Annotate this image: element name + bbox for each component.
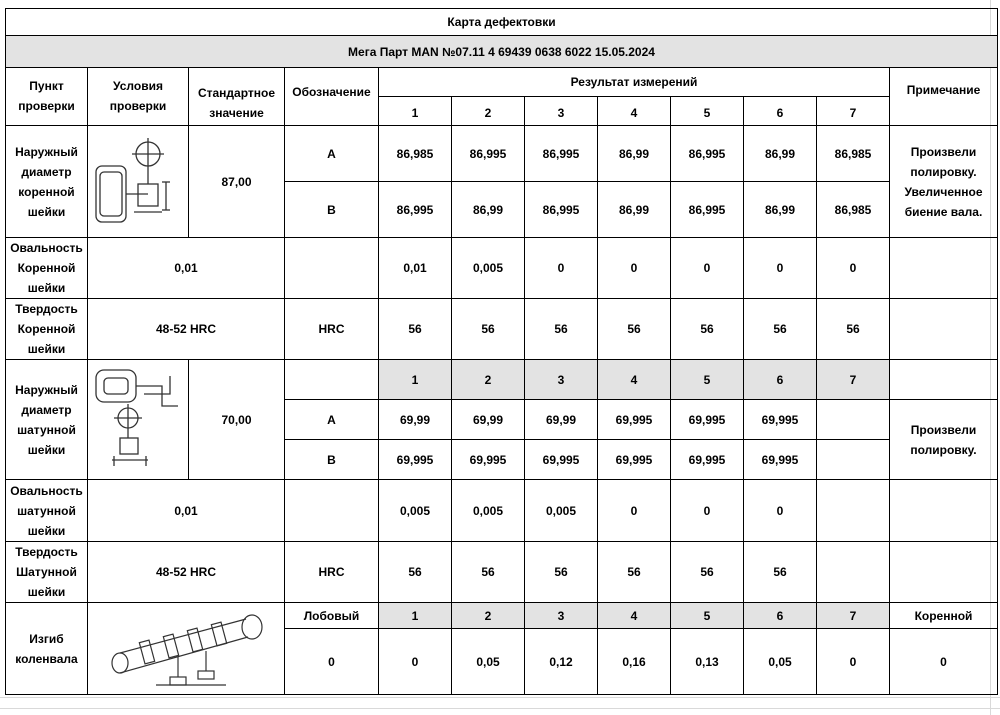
card-title: Карта дефектовки	[6, 9, 998, 36]
designation-hrc: HRC	[285, 542, 379, 603]
measure-cell: 56	[671, 542, 744, 603]
rod-journal-diagram	[88, 360, 189, 480]
measure-cell: 0	[744, 238, 817, 299]
measure-cell: 69,995	[598, 440, 671, 480]
measure-cell: 86,99	[744, 126, 817, 182]
measure-index: 2	[452, 360, 525, 400]
measure-cell: 56	[525, 299, 598, 360]
measure-cell: 69,995	[379, 440, 452, 480]
measure-index: 1	[379, 97, 452, 126]
designation-hrc: HRC	[285, 299, 379, 360]
note-line: полировку.	[910, 164, 977, 179]
measure-index: 6	[744, 97, 817, 126]
rod-diameter-note	[890, 400, 998, 480]
measure-cell: 86,99	[598, 126, 671, 182]
rod-ovality-standard: 0,01	[88, 480, 285, 542]
note-line: Увеличенное	[904, 184, 983, 199]
measure-cell: 0	[379, 629, 452, 695]
measure-cell-highlighted: 0,12	[525, 629, 598, 695]
measure-index: 4	[598, 360, 671, 400]
measure-cell: 56	[452, 542, 525, 603]
measure-index: 6	[744, 603, 817, 629]
measure-index: 1	[379, 360, 452, 400]
measure-cell: 86,995	[525, 182, 598, 238]
measure-cell: 69,995	[525, 440, 598, 480]
measure-cell: 86,985	[817, 126, 890, 182]
designation-frontal: Лобовый	[285, 603, 379, 629]
col-header-note: Примечание	[890, 68, 998, 126]
row-label-main-hardness: Твердость Коренной шейки	[6, 299, 88, 360]
measure-cell	[817, 400, 890, 440]
measure-cell: 56	[817, 299, 890, 360]
main-diameter-standard: 87,00	[189, 126, 285, 238]
measure-cell: 69,995	[744, 440, 817, 480]
note-empty	[890, 480, 998, 542]
measure-index: 3	[525, 603, 598, 629]
measure-cell: 86,985	[817, 182, 890, 238]
note-line: биение вала.	[904, 204, 983, 219]
measure-cell: 0	[817, 238, 890, 299]
designation-a: A	[285, 126, 379, 182]
note-line: Произвели	[910, 144, 977, 159]
note-empty	[890, 299, 998, 360]
measure-cell: 0	[525, 238, 598, 299]
measure-cell: 56	[452, 299, 525, 360]
measure-cell-highlighted: 0,13	[671, 629, 744, 695]
measure-index: 4	[598, 603, 671, 629]
measure-cell: 86,985	[379, 126, 452, 182]
measure-cell: 0	[817, 629, 890, 695]
measure-cell: 0	[671, 480, 744, 542]
crank-bend-note-value: 0	[890, 629, 998, 695]
measure-cell: 69,995	[671, 440, 744, 480]
col-header-results: Результат измерений	[379, 68, 890, 97]
designation-empty	[285, 480, 379, 542]
measure-index: 1	[379, 603, 452, 629]
measure-cell: 69,995	[598, 400, 671, 440]
measure-index: 4	[598, 97, 671, 126]
card-subtitle: Мега Парт MAN №07.11 4 69439 0638 6022 15.05.2024	[6, 36, 998, 68]
col-header-conditions: Условия проверки	[88, 68, 189, 126]
row-label-main-ovality: Овальность Коренной шейки	[6, 238, 88, 299]
measure-index: 2	[452, 97, 525, 126]
measure-cell: 86,995	[525, 126, 598, 182]
measure-cell: 56	[525, 542, 598, 603]
rod-hardness-standard: 48-52 HRC	[88, 542, 285, 603]
measure-index: 7	[817, 603, 890, 629]
main-journal-diagram	[88, 126, 189, 238]
measure-cell: 0,05	[452, 629, 525, 695]
measure-index: 5	[671, 360, 744, 400]
rod-journal-sketch-icon	[92, 366, 184, 474]
measure-cell: 86,99	[452, 182, 525, 238]
row-label-crank-bend: Изгиб коленвала	[6, 603, 88, 695]
measure-cell	[817, 542, 890, 603]
measure-cell: 86,99	[744, 182, 817, 238]
measure-cell: 86,995	[671, 182, 744, 238]
measure-index: 7	[817, 97, 890, 126]
measure-cell: 0,005	[452, 480, 525, 542]
row-label-rod-ovality: Овальность шатунной шейки	[6, 480, 88, 542]
designation-b: B	[285, 440, 379, 480]
note-line: полировку.	[910, 442, 977, 457]
measure-cell: 56	[671, 299, 744, 360]
row-label-main-diameter: Наружный диаметр коренной шейки	[6, 126, 88, 238]
main-journal-sketch-icon	[90, 132, 186, 232]
measure-index: 6	[744, 360, 817, 400]
measure-index: 7	[817, 360, 890, 400]
measure-cell: 0	[671, 238, 744, 299]
measure-cell: 0	[744, 480, 817, 542]
measure-cell: 0,005	[525, 480, 598, 542]
measure-cell: 69,99	[379, 400, 452, 440]
main-hardness-standard: 48-52 HRC	[88, 299, 285, 360]
measure-cell	[817, 440, 890, 480]
note-empty	[890, 360, 998, 400]
measure-cell: 56	[598, 299, 671, 360]
measure-cell: 86,995	[379, 182, 452, 238]
measure-index: 5	[671, 603, 744, 629]
measure-cell: 86,99	[598, 182, 671, 238]
measure-index: 3	[525, 360, 598, 400]
measure-cell: 56	[379, 542, 452, 603]
col-header-standard: Стандартное значение	[189, 68, 285, 126]
measure-cell: 0,01	[379, 238, 452, 299]
measure-index: 3	[525, 97, 598, 126]
measure-cell: 56	[598, 542, 671, 603]
measure-cell: 0,005	[452, 238, 525, 299]
measure-cell: 69,99	[452, 400, 525, 440]
measure-cell: 56	[744, 542, 817, 603]
note-empty	[890, 238, 998, 299]
main-diameter-note	[890, 126, 998, 238]
row-label-rod-hardness: Твердость Шатунной шейки	[6, 542, 88, 603]
measure-cell: 69,995	[671, 400, 744, 440]
designation-empty	[285, 360, 379, 400]
col-header-designation: Обозначение	[285, 68, 379, 126]
crank-bend-note-header: Коренной	[890, 603, 998, 629]
measure-cell: 0	[598, 238, 671, 299]
measure-index: 5	[671, 97, 744, 126]
measure-cell: 69,995	[452, 440, 525, 480]
crank-bend-frontal-value: 0	[285, 629, 379, 695]
row-label-rod-diameter: Наружный диаметр шатунной шейки	[6, 360, 88, 480]
note-line: Произвели	[910, 422, 977, 437]
crankshaft-diagram	[88, 603, 285, 695]
measure-cell: 86,995	[452, 126, 525, 182]
designation-a: A	[285, 400, 379, 440]
measure-cell: 56	[744, 299, 817, 360]
rod-diameter-standard: 70,00	[189, 360, 285, 480]
measure-cell: 56	[379, 299, 452, 360]
measure-cell: 69,995	[744, 400, 817, 440]
defect-card-table	[5, 8, 998, 695]
designation-b: B	[285, 182, 379, 238]
col-header-point: Пункт проверки	[6, 68, 88, 126]
measure-cell: 0	[598, 480, 671, 542]
note-empty	[890, 542, 998, 603]
crankshaft-sketch-icon	[96, 607, 276, 691]
measure-cell: 0,05	[744, 629, 817, 695]
measure-cell: 69,99	[525, 400, 598, 440]
designation-empty	[285, 238, 379, 299]
measure-cell: 86,995	[671, 126, 744, 182]
measure-cell	[817, 480, 890, 542]
measure-index: 2	[452, 603, 525, 629]
main-ovality-standard: 0,01	[88, 238, 285, 299]
measure-cell: 0,005	[379, 480, 452, 542]
measure-cell-highlighted: 0,16	[598, 629, 671, 695]
